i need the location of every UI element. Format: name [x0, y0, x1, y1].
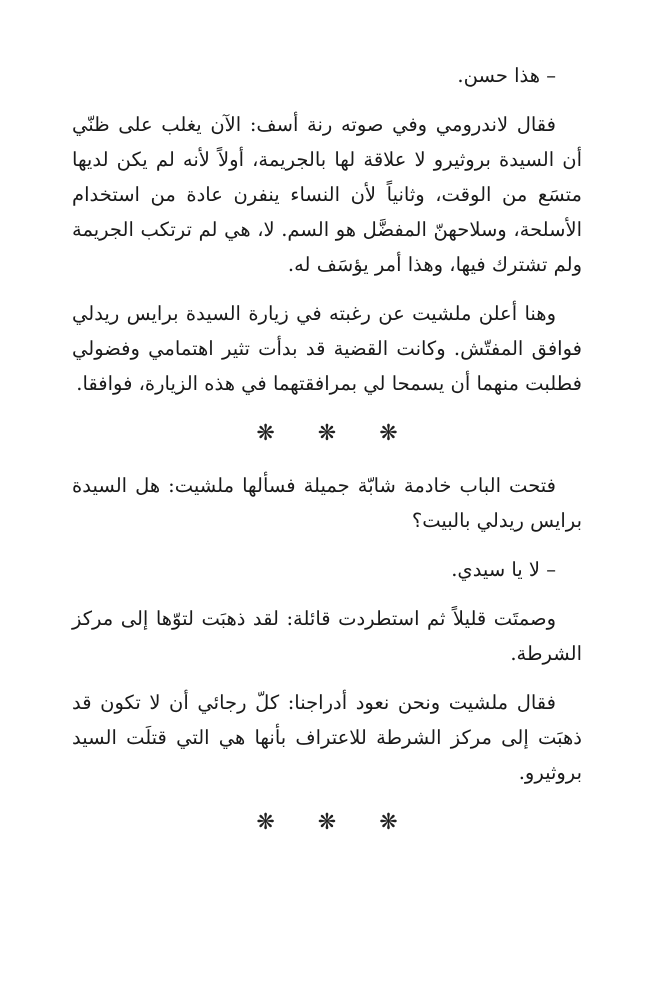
book-page — [72, 58, 582, 857]
paragraph: فتحت الباب خادمة شابّة جميلة فسألها ملشيت: هل السيدة برايس ريدلي بالبيت؟ — [72, 474, 582, 532]
section-separator: ❋ ❋ ❋ — [256, 810, 416, 835]
section-separator: ❋ ❋ ❋ — [256, 421, 416, 446]
paragraph: وصمتَت قليلاً ثم استطردت قائلة: لقد ذهبَت لتوّها إلى مركز الشرطة. — [72, 607, 582, 665]
paragraph: فقال ملشيت ونحن نعود أدراجنا: كلّ رجائي أن لا تكون قد ذهبَت إلى مركز الشرطة للاعتراف بأنها هي التي قتلَت السيد بروثيرو. — [72, 691, 582, 784]
dialogue-line: – لا يا سيدي. — [451, 558, 556, 581]
paragraph: فقال لاندرومي وفي صوته رنة أسف: الآن يغلب على ظنّي أن السيدة بروثيرو لا علاقة لها بالجريمة، أولاً لأنه لم يكن لديها متسَع من الوقت، وثانياً لأن النساء ينفرن عادة من استخدام الأسلحة، وسلاحهنّ المفضَّل هو السم. لا، هي لم ترتكب الجريمة ولم تشترك فيها، وهذا أمر يؤسَف له. — [72, 113, 582, 276]
paragraph: وهنا أعلن ملشيت عن رغبته في زيارة السيدة برايس ريدلي فوافق المفتّش. وكانت القضية قد بدأت تثير اهتمامي وفضولي فطلبت منهما أن يسمحا لي بمرافقتهما في هذه الزيارة، فوافقا. — [72, 302, 582, 395]
dialogue-line: – هذا حسن. — [457, 64, 556, 87]
